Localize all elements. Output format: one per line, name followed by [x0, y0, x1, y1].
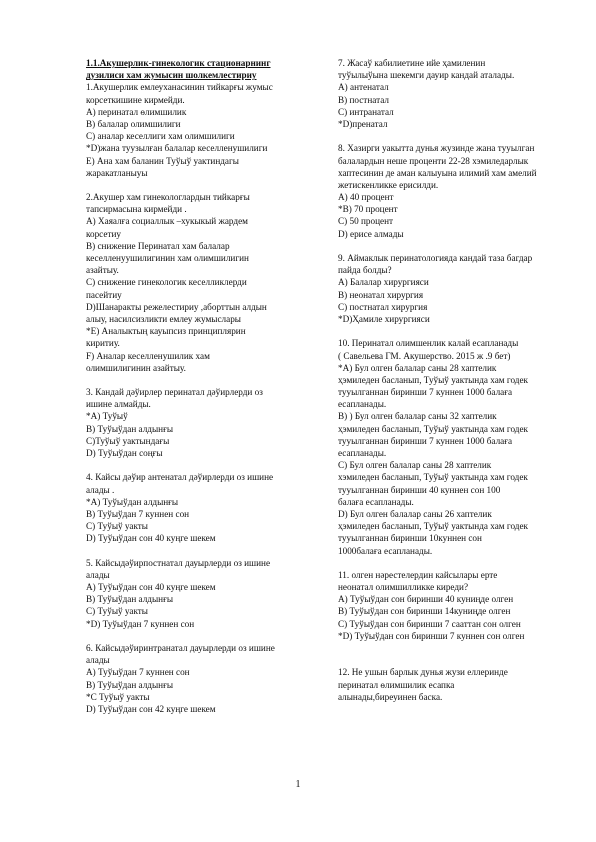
- text-line: С) аналар кеселлиги хам олимшилиги: [86, 131, 235, 142]
- text-line: *D)жана туузылған балалар кеселленушилиги: [86, 143, 268, 154]
- paragraph-gap: [86, 545, 336, 557]
- text-line: С) Бул олген балалар саны 28 хаптелик: [338, 460, 492, 471]
- text-line: тапсирмасына кирмейди .: [86, 204, 187, 215]
- text-line: С) Туўыў уакты: [86, 521, 148, 532]
- text-line: С) 50 процент: [338, 216, 393, 227]
- text-line: неонатал олимшилликке киреди?: [338, 582, 469, 593]
- text-line: В) ) Бул олген балалар саны 32 хаптелик: [338, 411, 497, 422]
- text-line: 5. Кайсыдәўирпостнатал дауырлерди оз ишине: [86, 557, 271, 568]
- question-block: [338, 130, 588, 240]
- text-line: В) Туўыўдан сон биринши 14куниңде олген: [338, 606, 511, 617]
- paragraph-gap: [338, 654, 588, 666]
- text-line: туўылыўына шекемги дауир кандай аталады.: [338, 70, 515, 81]
- text-line: *D) Туўыўдан 7 куннен сон: [86, 618, 195, 629]
- text-line: хаптесинин де аман калыуына илимий хам амелий: [338, 167, 537, 178]
- paragraph-gap: [338, 130, 588, 142]
- text-line: С) Туўыўдан сон биринши 7 сааттан сон олген: [338, 618, 521, 629]
- text-line: перинатал өлимшилик есапка: [338, 679, 455, 690]
- text-line: 11. олген нәрестелердин кайсылары ерте: [338, 569, 498, 580]
- text-line: 6. Кайсыдәўиринтранатал дауырлерди оз ишине: [86, 643, 275, 653]
- text-line: С) Туўыў уакты: [86, 606, 148, 617]
- text-line: есапланады.: [338, 399, 387, 410]
- text-line: *В) 70 процент: [338, 204, 398, 215]
- text-line: D) Туўыўдан соңғы: [86, 448, 163, 458]
- text-line: В) снижение Перинатал хам балалар: [86, 240, 230, 251]
- text-line: корсеткишине кирмейди.: [86, 94, 185, 105]
- text-line: алыу, насилсизликти емлеу жумыслары: [86, 313, 241, 324]
- text-line: 1.Акушерлик емлеуханасинин тийкарғы жумыс: [86, 82, 273, 93]
- question-block: [338, 557, 588, 642]
- text-line: 1000балаға есапланады.: [338, 545, 433, 556]
- text-line: ҳэмиледен басланып, Туўыў уактында хам годек: [338, 521, 528, 532]
- text-line: 10. Перинатал олимшенлик калай есапланады: [338, 338, 519, 349]
- text-line: жаракатланыуы: [86, 167, 148, 178]
- question-block: [86, 374, 336, 459]
- text-line: алынады,биреуинен баска.: [338, 691, 443, 702]
- paragraph-gap: [338, 240, 588, 252]
- text-line: алады .: [86, 484, 115, 495]
- text-line: алады: [86, 569, 110, 580]
- text-line: ишине алмайды.: [86, 399, 151, 410]
- paragraph-gap: [338, 325, 588, 337]
- text-line: корсетиу: [86, 228, 121, 239]
- text-line: В) Туўыўдан алдынғы: [86, 423, 174, 434]
- text-line: *А) Туўыў: [86, 411, 128, 422]
- text-line: А) Туўыўдан сон биринши 40 куниңде олген: [338, 594, 514, 605]
- text-line: алады: [86, 655, 110, 666]
- text-line: А) Туўыўдан 7 куннен сон: [86, 667, 190, 678]
- text-line: *D)пренатал: [338, 118, 388, 129]
- text-line: D) Туўыўдан сон 42 куңге шекем: [86, 703, 216, 714]
- text-line: кеселленуушилигинин хам олимшилигин: [86, 253, 249, 263]
- paragraph-gap: [338, 557, 588, 569]
- left-column: [86, 57, 336, 715]
- paragraph-gap: [338, 642, 588, 654]
- text-line: В) Туўыўдан алдынғы: [86, 594, 174, 605]
- text-line: С) постнатал хирургия: [338, 301, 428, 312]
- text-line: 12. Не ушын барлык дунья жузи еллеринде: [338, 667, 508, 678]
- text-line: С) снижение гинекологик кеселликлерди: [86, 277, 247, 288]
- text-line: С) интранатал: [338, 106, 394, 117]
- text-line: тууылганнан биринши 40 куннен сон 100: [338, 484, 501, 495]
- text-line: *Е) Аналыктың кауыпсиз принциплярин: [86, 326, 246, 337]
- text-line: *А) Туўыўдан алдынғы: [86, 496, 179, 507]
- text-line: есапланады.: [338, 448, 387, 458]
- paragraph-gap: [86, 630, 336, 642]
- text-line: 8. Хазирги уакытта дунья жузинде жана тууылган: [338, 143, 535, 154]
- text-line: ҳэмиледен басланып, Туўыў уактында хам годек: [338, 423, 528, 434]
- text-line: D) Туўыўдан сон 40 куңге шекем: [86, 533, 216, 544]
- text-line: С)Туўыў уактындағы: [86, 435, 170, 446]
- text-line: тууылганнан биринши 7 куннен 1000 балаға: [338, 387, 513, 398]
- text-line: хэмиледен басланып, Туўыў уактында хам годек: [338, 472, 528, 483]
- text-line: 4. Кайсы дәўир антенатал дәўирлерди оз ишине: [86, 472, 274, 483]
- text-line: В) Туўыўдан алдынғы: [86, 679, 174, 690]
- text-line: А) перинатал өлимшилик: [86, 106, 187, 117]
- text-line: В) балалар олимшилиги: [86, 118, 181, 129]
- question-block: [86, 545, 336, 630]
- text-line: 2.Акушер хам гинекологлардын тийкарғы: [86, 192, 250, 203]
- text-line: В) неонатал хирургия: [338, 289, 424, 300]
- text-line: олимшилигинин азайтыу.: [86, 362, 186, 373]
- text-line: киритиу.: [86, 338, 120, 349]
- question-block: [86, 630, 336, 715]
- text-line: 3. Кандай дәўирлер перинатал дәўирлерди оз: [86, 387, 263, 398]
- question-block: [86, 459, 336, 544]
- section-heading-line: дузилиси хам жумысин шолкемлестириу: [86, 70, 257, 81]
- section-heading-line: 1.1.Акушерлик-гинекологик стационарнинг: [86, 58, 271, 68]
- text-line: А) Хаяалға социаллык –хукыкый жардем: [86, 216, 248, 227]
- text-line: балаға есапланады.: [338, 496, 414, 507]
- text-line: ( Савельева ГМ. Акушерство. 2015 ж .9 бет): [338, 350, 511, 361]
- text-line: пасейтиу: [86, 289, 122, 300]
- question-block: [338, 642, 588, 703]
- question-block: [338, 57, 588, 130]
- text-line: В) постнатал: [338, 94, 389, 105]
- text-line: *С Туўыў уакты: [86, 691, 150, 702]
- text-line: азайтыу.: [86, 265, 119, 276]
- text-line: балалардын неше проценти 22-28 хэмиледарлык: [338, 155, 529, 166]
- paragraph-gap: [86, 374, 336, 386]
- right-column: [338, 57, 588, 703]
- text-line: *D) Туўыўдан сон биринши 7 куннен сон олген: [338, 630, 525, 641]
- text-line: *А) Бул олген балалар саны 28 хаптелик: [338, 362, 497, 373]
- paragraph-gap: [86, 459, 336, 471]
- text-line: Е) Ана хам баланин Туўыў уактиндагы: [86, 155, 239, 166]
- text-line: А) Балалар хирургияси: [338, 277, 429, 288]
- question-block: [86, 81, 336, 179]
- text-line: D) Бул олген балалар саны 26 хаптелик: [338, 508, 492, 519]
- text-line: А) антенатал: [338, 82, 389, 93]
- text-line: F) Аналар кеселленушилик хам: [86, 350, 210, 361]
- text-line: жетискенликке ерисилди.: [338, 179, 439, 190]
- text-line: *D)Ҳамиле хирургияси: [338, 313, 430, 324]
- question-block: [338, 325, 588, 557]
- question-block: [86, 179, 336, 374]
- text-line: 7. Жасаў кабилиетине ийе ҳамиленин: [338, 58, 486, 68]
- text-line: ҳэмиледен басланып, Туўыў уактында хам годек: [338, 374, 528, 385]
- text-line: тууылганнан биринши 10куннен сон: [338, 533, 482, 544]
- paragraph-gap: [86, 179, 336, 191]
- text-line: А) 40 процент: [338, 192, 394, 203]
- text-line: В) Туўыўдан 7 куннен сон: [86, 508, 190, 519]
- question-block: [338, 240, 588, 325]
- text-line: А) Туўыўдан сон 40 куңге шекем: [86, 582, 216, 593]
- text-line: 9. Аймаклык перинатологияда кандай таза багдар: [338, 253, 533, 263]
- text-line: пайда болды?: [338, 265, 392, 276]
- page-number: 1: [295, 779, 301, 790]
- text-line: D) ерисе алмады: [338, 228, 404, 239]
- text-line: тууылганнан биринши 7 куннен 1000 балаға: [338, 435, 513, 446]
- text-line: D)Шанаракты режелестириу ,аборттын алдын: [86, 301, 267, 312]
